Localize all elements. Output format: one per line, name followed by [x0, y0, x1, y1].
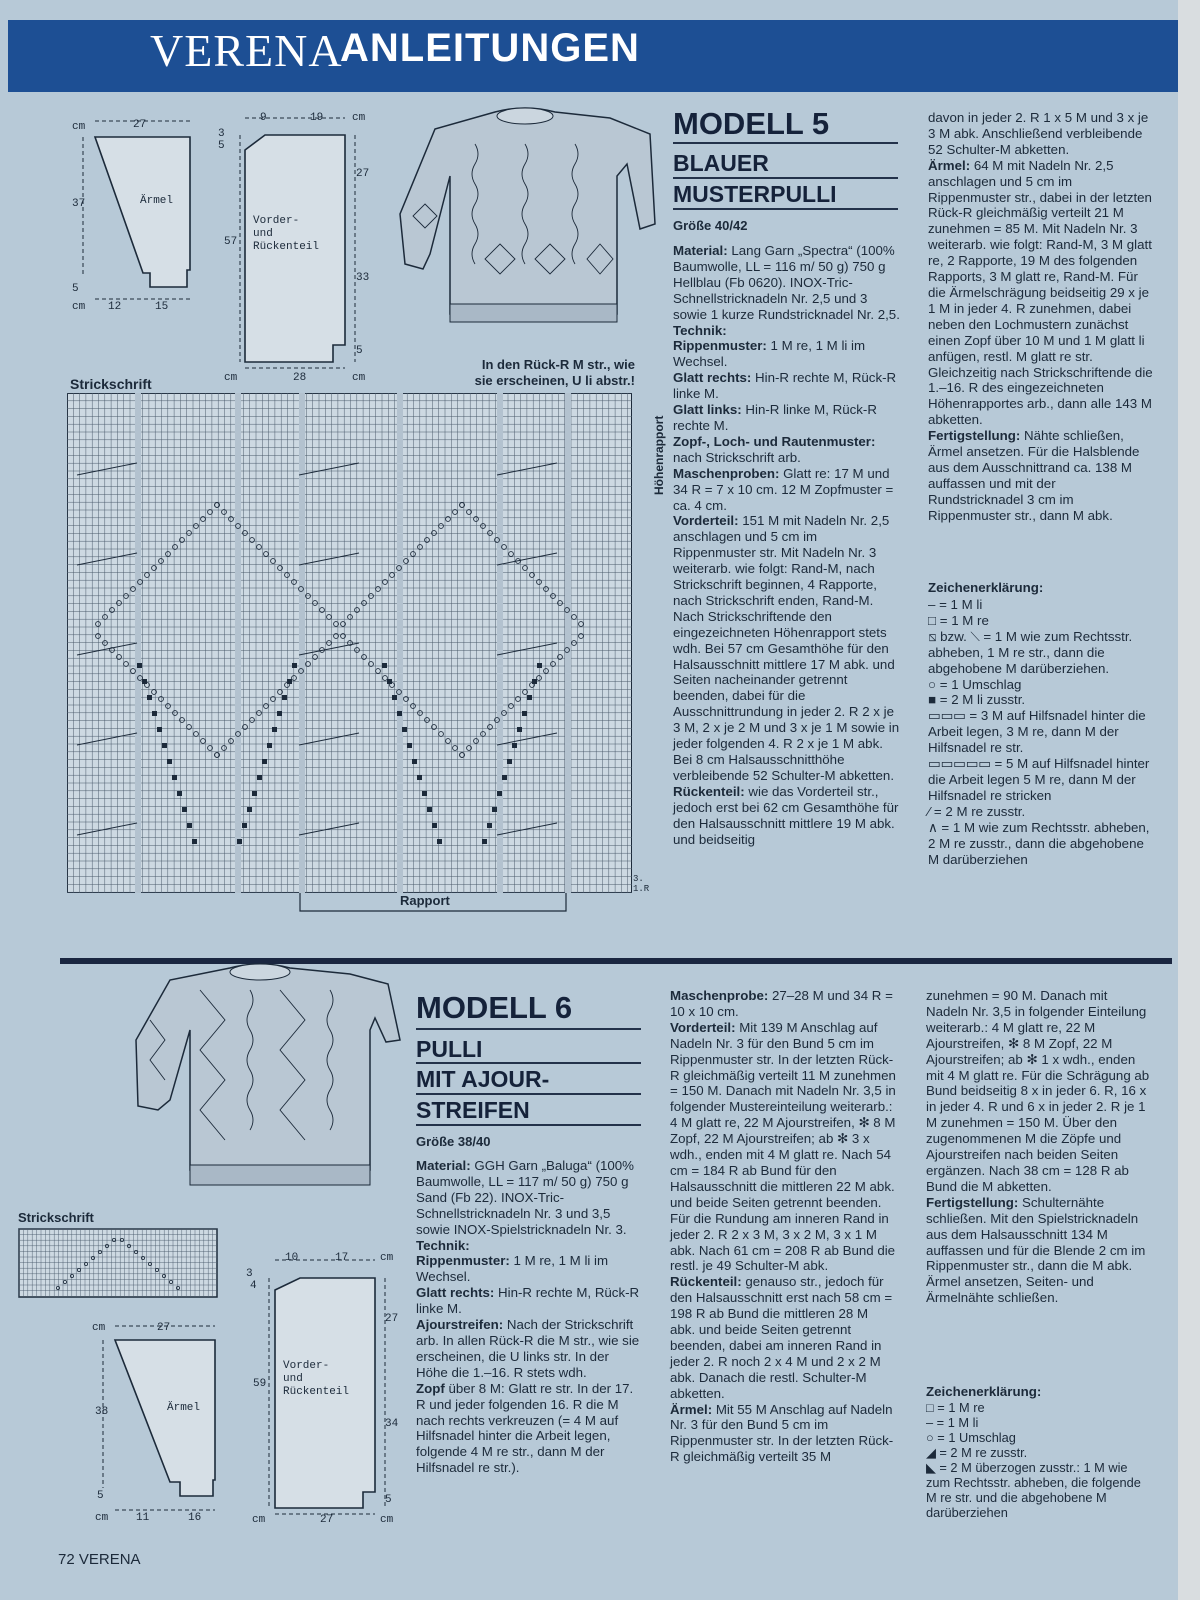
m6-legend [926, 1400, 1152, 1520]
m5-col1-para-label: Rippenmuster: [673, 338, 767, 354]
m6-legend-text: 1 M li [944, 1415, 979, 1430]
m6-col1-para [416, 1317, 642, 1381]
m5-hoehenrapport: Höhenrapport [652, 415, 666, 495]
m5-body-top: 3 [218, 128, 225, 140]
m5-row-3: 3. [633, 874, 644, 884]
m5-col1-para-label: Maschenproben: [673, 465, 780, 481]
m6-body-5: 5 [385, 1494, 392, 1506]
m6-col1-para [416, 1253, 642, 1285]
m5-sleeve-schematic [65, 115, 205, 315]
m6-col1-para-text: 1 M re, 1 M li im Wechsel. [416, 1253, 609, 1285]
m6-col1-para-text: Hin-R rechte M, Rück-R linke M. [416, 1285, 640, 1317]
m6-col2-para-text: Mit 139 M Anschlag auf Nadeln Nr. 3 für den Bund 5 cm im Rippenmuster str. In der letzten Rück-R gleichmäßig verteilt 11 M zunehmen = 150 M. Danach mit Nadeln Nr. 3,5 in folgender Mustereinteilung weiterarb.: 4 M glatt re, 22 M Ajourstreifen, ✻ 8 M Zopf, 22 M Ajourstreifen; ab ✻ 3 x wdh., enden mit 4 M glatt re. Nach 54 cm = 184 R ab Bund für den Halsausschnitt die mittleren 22 M abk. und beide Seiten getrennt beenden. Für die Rundung am inneren Rand in jeder 2. R 2 x 3 M, 3 x 2 M, 3 x 1 M abk. Nach 61 cm = 208 R ab Bund die restl. je 49 Schulter-M abk. [670, 1019, 896, 1274]
m5-col2-para-text: Nähte schließen, Ärmel ansetzen. Für die Halsblende aus dem Ausschnittrand ca. 138 M auffassen und mit der Rundstricknadel 3 cm im Rippenmuster str., dann M abk. [928, 428, 1140, 523]
m5-body-19: 19 [310, 112, 324, 124]
m5-body-cm: cm [352, 112, 366, 124]
m5-legend-entry [928, 820, 1154, 868]
m5-sleeve-cuff: 12 [108, 301, 122, 313]
chart-frame [19, 1229, 217, 1297]
m6-legend-entry [926, 1415, 1152, 1430]
m6-title-line2: MIT AJOUR- [416, 1066, 550, 1092]
m5-col1-para-text: Glatt re: 17 M und 34 R = 7 x 10 cm. 12 M Zopfmuster = ca. 4 cm. [673, 465, 894, 513]
m6-sweater-illustration [130, 960, 405, 1192]
m5-col1-para-label: Material: [673, 243, 728, 258]
m6-col1-para-label: Technik: [416, 1237, 470, 1253]
m6-body-schematic [245, 1250, 395, 1520]
m6-col1-para [416, 1285, 642, 1317]
m5-col2-para-label: Ärmel: [928, 157, 971, 173]
m6-title-line3: STREIFEN [416, 1097, 530, 1123]
m6-col3-para-text: Schulternähte schließen. Mit den Spielstricknadeln aus dem Halsausschnitt 134 M auffassen und für die Blende 2 cm im Rippenmuster str., dann die M abk. Ärmel ansetzen, Seiten- und Ärmelnähte schließen. [926, 1194, 1146, 1306]
chart-frame [67, 393, 632, 893]
m5-legend-entry [928, 756, 1154, 804]
m6-sleeve-cuff: 11 [136, 1512, 150, 1524]
m6-col1-para-text: über 8 M: Glatt re str. In der 17. R und jeder folgenden 16. R die M nach rechts verkreuzen (= 4 M auf Hilfsnadel hinter die Arbeit legen, folgende 4 M re str., dann M der Hilfsnadel re str.). [416, 1380, 634, 1476]
m5-sleeve-width: 27 [133, 119, 147, 131]
m6-col1-para [416, 1158, 642, 1238]
m6-legend-symbol-icon: ◢ = [926, 1445, 947, 1460]
m5-size: Größe 40/42 [673, 218, 748, 233]
m5-col1-para [673, 338, 900, 370]
m6-col1-para-text: GGH Garn „Baluga“ (100% Baumwolle, LL = 117 m/ 50 g) 750 g Sand (Fb 22). INOX-Tric-Schnellstricknadeln Nr. 3 und 3,5 sowie INOX-Spielstricknadeln Nr. 3. [416, 1158, 635, 1237]
m5-chart-note-line1: In den Rück-R M str., wie [481, 357, 635, 372]
m6-body-label1: Vorder- [283, 1360, 330, 1372]
m6-legend-symbol-icon: ◣ = [926, 1460, 947, 1475]
m5-col1-para [673, 784, 900, 848]
m6-sleeve-height: 38 [95, 1406, 109, 1418]
m5-sleeve-cuff2: 15 [155, 301, 169, 313]
m5-col1-para [673, 434, 900, 466]
m5-legend-entry [928, 629, 1154, 677]
m5-body-label1: Vorder- [253, 215, 300, 227]
m5-body-27: 27 [356, 168, 370, 180]
brand-name: VERENA [150, 25, 343, 76]
m6-instructions-col2 [670, 988, 896, 1465]
m6-title-line1: PULLI [416, 1036, 483, 1062]
chart-cable-column [497, 393, 503, 893]
m6-body-34: 34 [385, 1418, 399, 1430]
m5-legend-symbol-icon: ∧ = [928, 819, 950, 835]
m5-body-5b: 5 [356, 345, 363, 357]
m6-legend-symbol-icon: □ = [926, 1400, 945, 1415]
m6-sleeve-cm: cm [92, 1322, 106, 1334]
m5-col1-para-label: Glatt links: [673, 402, 742, 418]
m6-col1-para-label: Zopf [416, 1380, 445, 1396]
m5-col1-para-text: Hin-R linke M, Rück-R rechte M. [673, 402, 877, 433]
m6-body-label3: Rückenteil [283, 1386, 350, 1398]
m6-body-27: 27 [385, 1313, 399, 1325]
m5-legend-symbol-icon: – = [928, 597, 947, 612]
m6-sleeve-schematic [95, 1320, 240, 1520]
m6-col1-para-label: Glatt rechts: [416, 1285, 495, 1301]
m5-col2-para [928, 110, 1154, 158]
m6-body-59: 59 [253, 1378, 267, 1390]
m5-legend-text: 1 M re [947, 612, 989, 628]
m5-col1-para-text: nach Strickschrift arb. [673, 449, 801, 465]
page-gutter [1178, 0, 1200, 1600]
m6-legend-entry [926, 1445, 1152, 1460]
m5-rule-3 [673, 208, 898, 210]
m5-col1-para-label: Rückenteil: [673, 783, 745, 799]
m6-sleeve-cuff2: 16 [188, 1512, 202, 1524]
m5-title-line2: MUSTERPULLI [673, 181, 837, 207]
m5-body-label2: und [253, 228, 273, 240]
m5-body-9: 9 [260, 112, 267, 124]
m6-legend-entry [926, 1460, 1152, 1520]
m5-body-28: 28 [293, 372, 307, 384]
m5-chart-title: Strickschrift [70, 376, 152, 392]
m5-title-line1: BLAUER [673, 150, 769, 176]
m5-legend-symbol-icon: □ = [928, 612, 948, 628]
m5-col1-para [673, 513, 900, 783]
chart-cable-column [299, 393, 305, 893]
m5-legend-entry [928, 677, 1154, 693]
m6-legend-text: 1 M re [944, 1400, 985, 1415]
m5-legend-entry [928, 804, 1154, 820]
m6-col2-para-text: Mit 55 M Anschlag auf Nadeln Nr. 3 für den Bund 5 cm im Rippenmuster str. In der letzten Rück-R gleichmäßig verteilt 35 M [670, 1401, 894, 1465]
m5-legend-text: 1 M wie zum Rechtsstr. abheben, 2 M re zusstr., dann die abgehobene M darüberziehen [928, 819, 1150, 867]
m5-body-33: 33 [356, 272, 370, 284]
m5-legend-text: 2 M re zusstr. [941, 803, 1026, 819]
m5-col1-para [673, 466, 900, 514]
m5-col1-para-label: Zopf-, Loch- und Rautenmuster: [673, 433, 876, 449]
m5-col1-para-label: Technik: [673, 322, 727, 338]
m5-col1-para-text: Hin-R rechte M, Rück-R linke M. [673, 370, 897, 402]
m6-col2-para [670, 1020, 896, 1275]
m6-size: Größe 38/40 [416, 1134, 491, 1149]
section-title: ANLEITUNGEN [340, 26, 640, 70]
chart-cable-column [565, 393, 571, 893]
m5-col1-para-text: Lang Garn „Spectra“ (100% Baumwolle, LL = 116 m/ 50 g) 750 g Hellblau (Fb 0620). INOX-Tric-Schnellstricknadeln Nr. 2,5 und 3 sowie 1 kurze Rundstricknadel Nr. 2,5. [673, 243, 900, 322]
page-footer: 72 VERENA [58, 1551, 141, 1568]
m6-rule-3 [416, 1093, 641, 1095]
m5-legend-symbol-icon: ⧅ bzw. ⟍ = [928, 628, 992, 644]
m6-sleeve-cm2: cm [95, 1512, 109, 1524]
m5-chart-note [420, 357, 635, 388]
m6-col1-para-label: Material: [416, 1158, 471, 1173]
m5-legend-text: 1 M li [946, 597, 983, 612]
m6-legend-symbol-icon: – = [926, 1415, 945, 1430]
m5-col2-para-label: Fertigstellung: [928, 428, 1021, 444]
m6-col3-para [926, 988, 1152, 1195]
m6-col2-para-text: 27–28 M und 34 R = 10 x 10 cm. [670, 988, 893, 1019]
m5-body-cm3: cm [352, 372, 366, 384]
m5-body-5: 5 [218, 140, 225, 152]
m5-legend-text: 1 Umschlag [947, 676, 1022, 692]
m6-col1-para [416, 1381, 642, 1476]
m6-sleeve-label: Ärmel [167, 1402, 201, 1414]
m5-rule-1 [673, 142, 898, 144]
chart-cable-column [397, 393, 403, 893]
m6-legend-text: 1 Umschlag [944, 1430, 1016, 1445]
m6-rule-2 [416, 1062, 641, 1064]
m5-legend-text: 2 M li zusstr. [947, 692, 1026, 708]
m5-rapport-label: Rapport [400, 893, 450, 908]
m6-col2-para [670, 1274, 896, 1401]
m6-body-4: 4 [250, 1280, 257, 1292]
m6-chart-title: Strickschrift [18, 1210, 94, 1225]
m5-col1-para-text: wie das Vorderteil str., jedoch erst bei 62 cm Gesamthöhe für den Halsausschnitt mittlere 19 M abk. und beidseitig [673, 783, 899, 847]
m6-col2-para [670, 988, 896, 1020]
m6-body-cm3: cm [380, 1514, 394, 1526]
m5-sleeve-cm2: cm [72, 301, 86, 313]
m5-row-1: 1.R [633, 884, 650, 894]
m5-legend-entry [928, 597, 1154, 613]
m6-rule-4 [416, 1124, 641, 1126]
m6-body-10: 10 [285, 1252, 299, 1264]
m5-legend-text: 1 M wie zum Rechtsstr. abheben, 1 M re str., dann die abgehobene M darüberziehen. [928, 628, 1133, 676]
m6-col1-para-label: Rippenmuster: [416, 1253, 510, 1269]
m6-col2-para-label: Rückenteil: [670, 1274, 742, 1290]
m5-sleeve-5: 5 [72, 283, 79, 295]
m5-legend-symbol-icon: ⁄ = [928, 803, 942, 819]
m6-body-label2: und [283, 1373, 303, 1385]
chart-cable-column [235, 393, 241, 893]
m5-body-57: 57 [224, 236, 238, 248]
m6-col2-para-label: Ärmel: [670, 1401, 713, 1417]
m6-legend-entry [926, 1400, 1152, 1415]
m5-legend-text: 3 M auf Hilfsnadel hinter die Arbeit legen, 3 M re, dann M der Hilfsnadel re str. [928, 708, 1146, 756]
m5-col1-para-text: 151 M mit Nadeln Nr. 2,5 anschlagen und 5 cm im Rippenmuster str. Mit Nadeln Nr. 3 weiterarb. wie folgt: Rand-M, nach Strickschrift beginnen, 4 Rapporte, nach Strickschrift enden, Rand-M. Nach Strickschriftende den eingezeichneten Höhenrapport stets wdh. Bei 57 cm Gesamthöhe für den Halsausschnitt mittlere 17 M abk. und Seiten nacheinander getrennt beenden, dabei für die Ausschnittrundung in jeder 2. R 2 x je 3 M, 2 x je 2 M und 3 x je 1 M sowie in jeder folgenden 4. R 2 x je 1 M abk. Bei 8 cm Halsausschnitthöhe verbleibende 52 Schulter-M abketten. [673, 513, 900, 783]
m6-col2-para-label: Vorderteil: [670, 1019, 736, 1035]
m5-model-title: MODELL 5 [673, 106, 830, 141]
m5-legend [928, 597, 1154, 867]
m5-rule-2 [673, 177, 898, 179]
m5-col2-para-text: 64 M mit Nadeln Nr. 2,5 anschlagen und 5 cm im Rippenmuster str., dabei in der letzten Rück-R gleichmäßig verteilt 21 M zunehmen = 85 M. Mit Nadeln Nr. 3 weiterarb. wie folgt: Rand-M, 3 M glatt re, 2 Rapporte, 19 M des folgenden Rapports, 3 M glatt re, Rand-M. Für die Ärmelschrägung beidseitig 29 x je 1 M in jeder 4. R zunehmen, dabei neben den Lochmustern zunächst einen Zopf über 10 M und 1 M glatt li anfügen, restl. M glatt re str. Gleichzeitig nach Strickschriftende die 1.–16. R des eingezeichneten Höhenrapportes arb., dann alle 143 M abketten. [928, 157, 1153, 428]
m6-legend-symbol-icon: ○ = [926, 1430, 945, 1445]
m5-body-cm2: cm [224, 372, 238, 384]
m6-col1-para [416, 1238, 642, 1254]
m5-legend-entry [928, 708, 1154, 756]
m5-col1-para-label: Glatt rechts: [673, 370, 752, 386]
m6-body-top: 3 [246, 1268, 253, 1280]
m5-col1-para-label: Vorderteil: [673, 513, 739, 529]
m6-legend-text: 2 M re zusstr. [946, 1445, 1028, 1460]
m6-col3-para-label: Fertigstellung: [926, 1194, 1019, 1210]
m5-sweater-illustration [395, 104, 665, 336]
m6-rule-1 [416, 1028, 641, 1030]
m6-col1-para-label: Ajourstreifen: [416, 1317, 504, 1333]
m6-col2-para-label: Maschenprobe: [670, 988, 769, 1003]
m6-instructions-col3 [926, 988, 1152, 1306]
m5-col2-para-text: davon in jeder 2. R 1 x 5 M und 3 x je 3 M abk. Anschließend verbleibende 52 Schulter-M abketten. [928, 110, 1149, 157]
m6-col3-para-text: zunehmen = 90 M. Danach mit Nadeln Nr. 3,5 in folgender Einteilung weiterarb.: 4 M glatt re, 22 M Ajourstreifen, ✻ 8 M Zopf, 22 M Ajourstreifen; ab ✻ 1 x wdh., enden mit 4 M glatt re. Für die Schrägung ab Bund beidseitig 8 x in jeder 6. R, 16 x in jeder 4. R und 6 x in jeder 2. R je 1 M zunehmen = 150 M. Über den zugenommenen M die Zöpfe und Ajourstreifen nach beiden Seiten ergänzen. Nach 38 cm = 128 R ab Bund die M abketten. [926, 988, 1150, 1194]
m5-instructions-col1 [673, 243, 900, 847]
m5-sleeve-cm: cm [72, 121, 86, 133]
m5-legend-entry [928, 692, 1154, 708]
m5-col1-para [673, 243, 900, 323]
m5-legend-symbol-icon: ○ = [928, 676, 948, 692]
m5-body-label3: Rückenteil [253, 241, 320, 253]
m6-legend-text: 2 M überzogen zusstr.: 1 M wie zum Rechtsstr. abheben, die folgende M re str. und die abgehobene M darüberziehen [926, 1460, 1141, 1520]
m6-body-17: 17 [335, 1252, 349, 1264]
m5-legend-text: 5 M auf Hilfsnadel hinter die Arbeit legen 5 M re, dann M der Hilfsnadel re stricken [928, 756, 1150, 803]
m6-knitting-chart [18, 1228, 220, 1298]
m5-legend-symbol-icon: ■ = [928, 692, 948, 708]
m6-body-27b: 27 [320, 1514, 334, 1526]
m5-knitting-chart [67, 393, 632, 893]
m5-col1-para [673, 370, 900, 402]
m5-col1-para-text: 1 M re, 1 M li im Wechsel. [673, 338, 866, 370]
m6-col1-para-text: Nach der Strickschrift arb. In allen Rück-R die M str., wie sie erscheinen, die U links str. In der Höhe die 1.–16. R stets wdh. [416, 1317, 640, 1380]
m5-col1-para [673, 323, 900, 339]
m6-legend-title: Zeichenerklärung: [926, 1384, 1042, 1399]
m6-instructions-col1 [416, 1158, 642, 1476]
m6-col2-para-text: genauso str., jedoch für den Halsausschnitt erst nach 58 cm = 198 R ab Bund die mittleren 28 M abk. und beide Seiten getrennt beenden, dabei am inneren Rand in jeder 2. R noch 2 x 4 M und 2 x 2 M abk. Danach die restl. Schulter-M abketten. [670, 1274, 893, 1401]
m6-model-title: MODELL 6 [416, 990, 573, 1025]
m5-sleeve-height: 37 [72, 198, 86, 210]
m6-sleeve-5: 5 [97, 1490, 104, 1502]
m5-legend-symbol-icon: ▭▭▭▭▭ = [928, 756, 1003, 772]
m5-instructions-col2 [928, 110, 1154, 524]
m5-legend-entry [928, 613, 1154, 629]
m6-legend-entry [926, 1430, 1152, 1445]
m6-body-cm2: cm [252, 1514, 266, 1526]
m6-body-cm: cm [380, 1252, 394, 1264]
m5-chart-note-line2: sie erscheinen, U li abstr.! [474, 372, 635, 388]
m5-sleeve-label: Ärmel [140, 195, 174, 207]
m5-legend-title: Zeichenerklärung: [928, 580, 1044, 595]
m6-col3-para [926, 1195, 1152, 1306]
m6-sleeve-width: 27 [157, 1322, 171, 1334]
m5-legend-symbol-icon: ▭▭▭ = [928, 708, 978, 724]
m5-col2-para [928, 428, 1154, 523]
m6-col2-para [670, 1402, 896, 1466]
m5-col1-para [673, 402, 900, 434]
m5-col2-para [928, 158, 1154, 428]
